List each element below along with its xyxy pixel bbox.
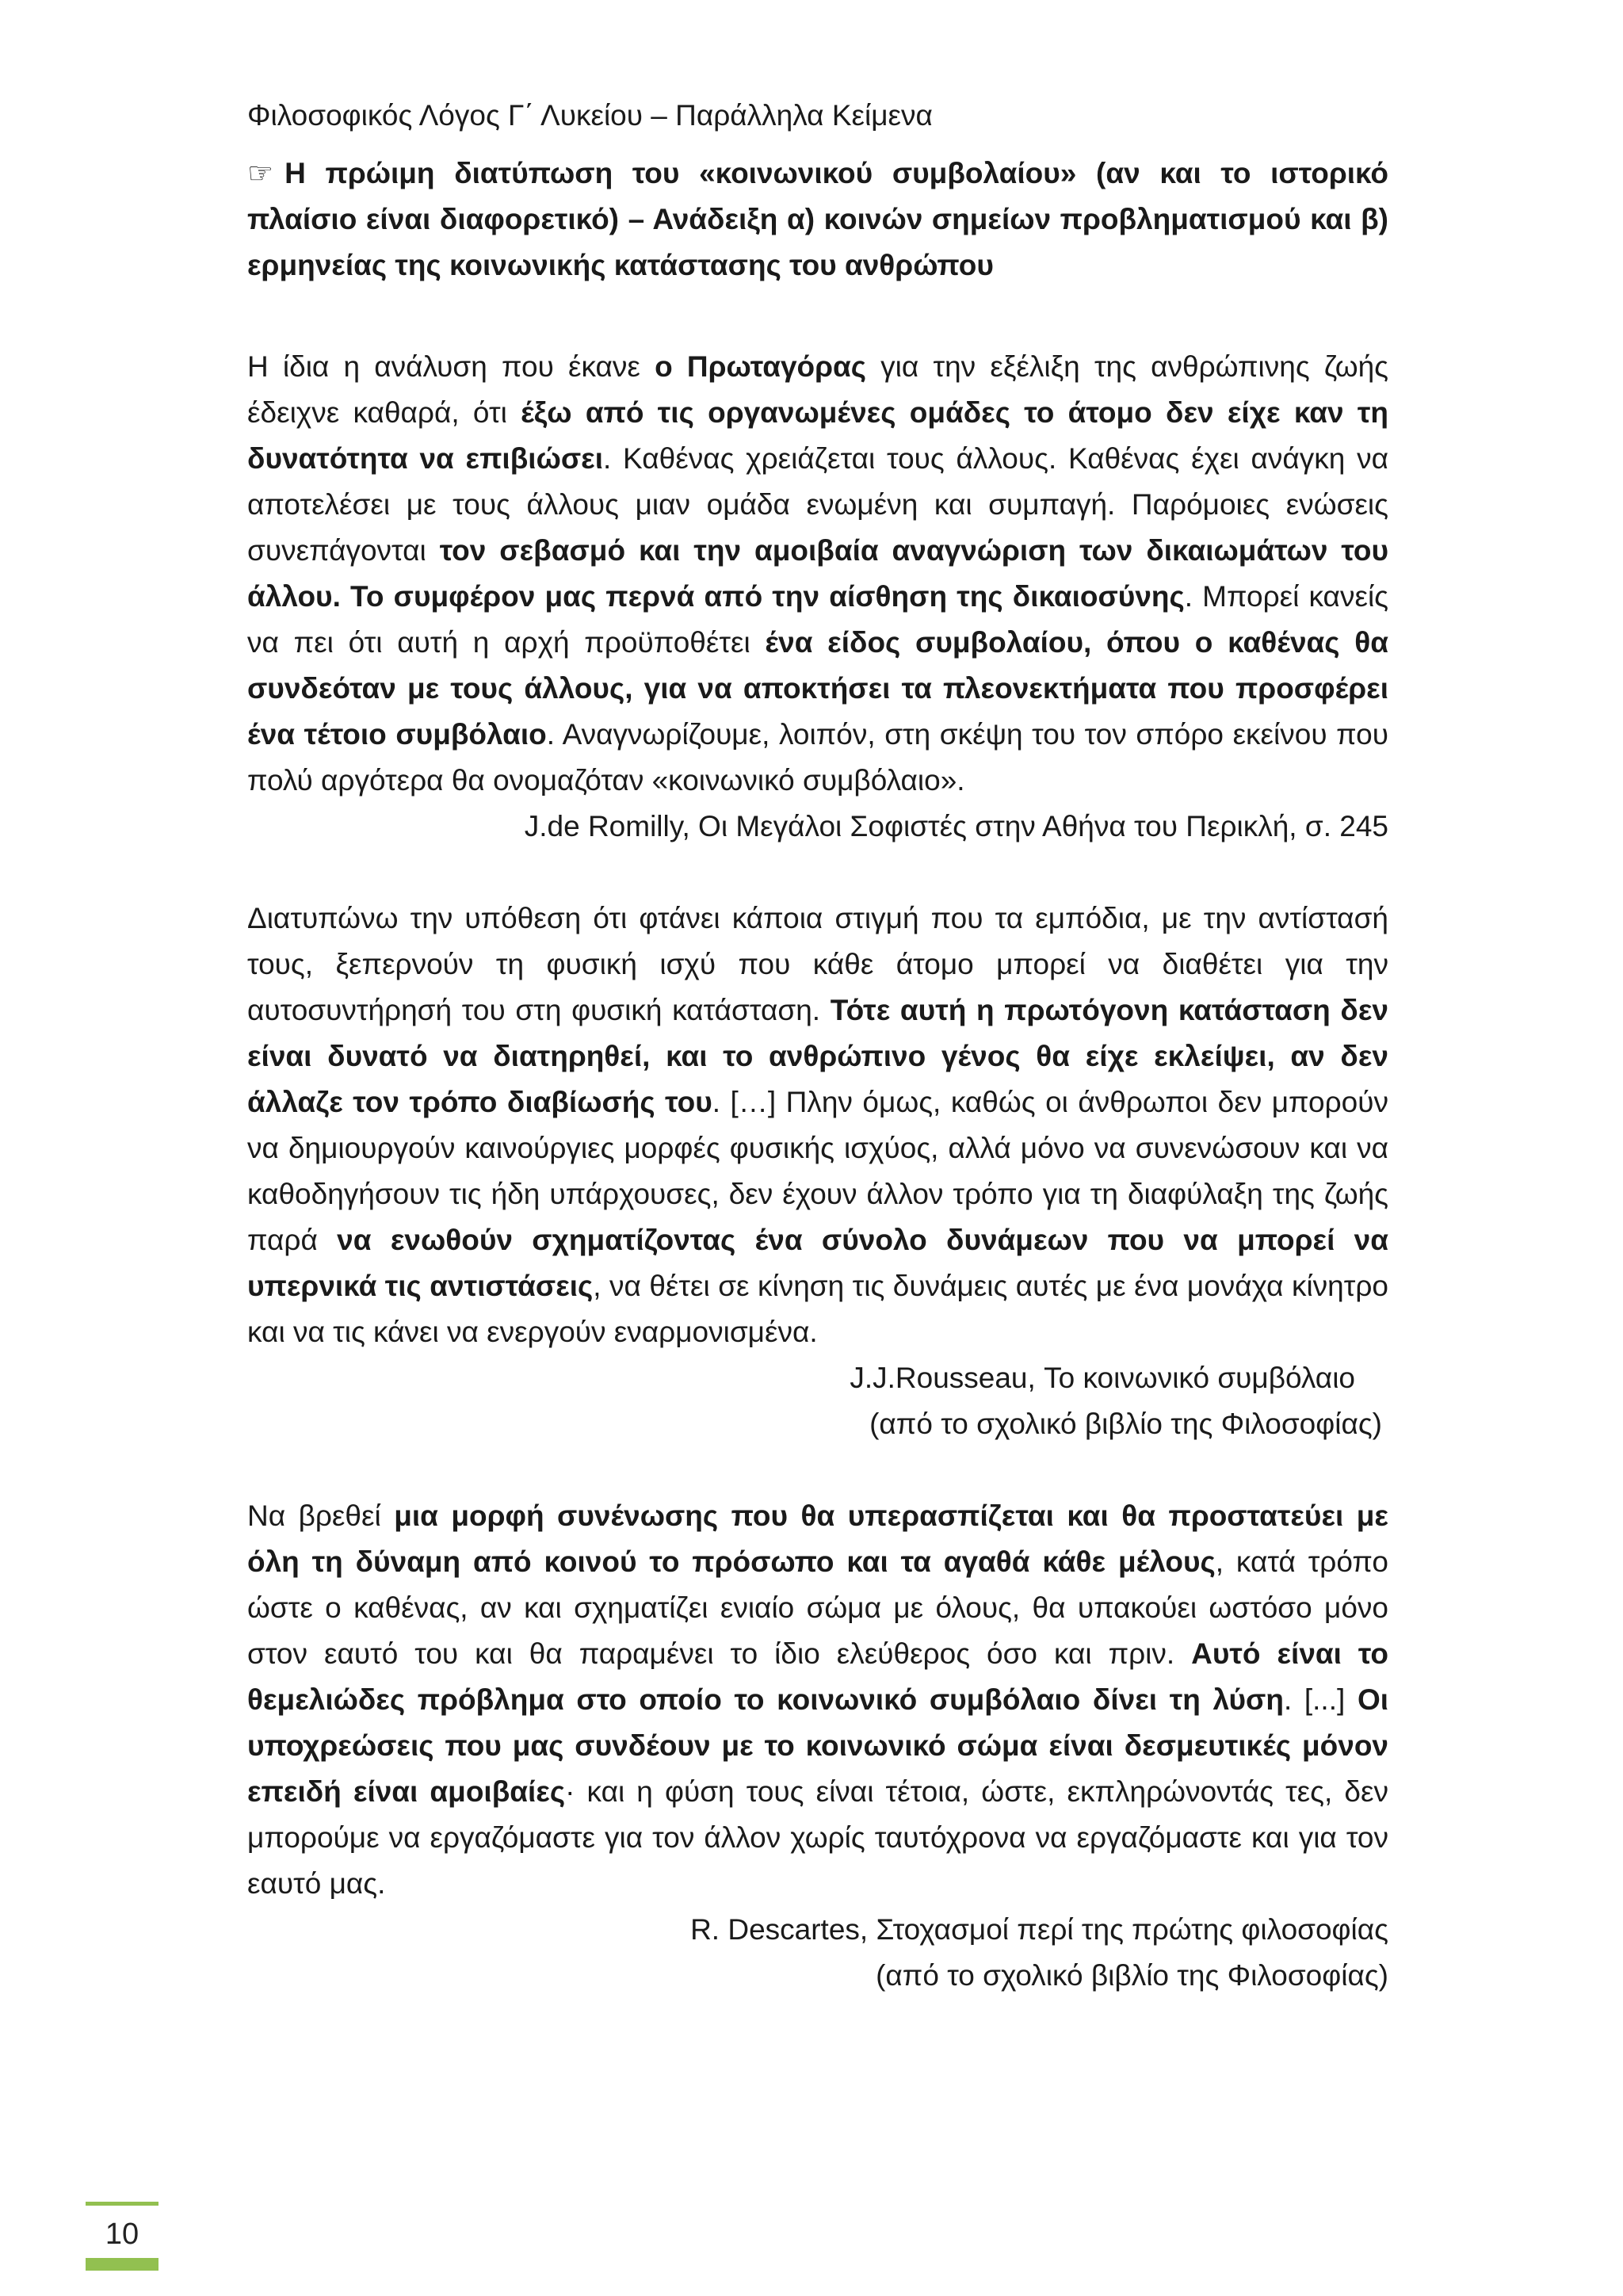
pointing-hand-icon: ☞ bbox=[247, 157, 274, 189]
page-header: Φιλοσοφικός Λόγος Γ΄ Λυκείου – Παράλληλα Κείμενα bbox=[247, 99, 933, 132]
text-span: . Καθένας χρειάζεται τους άλλους. Καθένας έχει ανάγκη να αποτελέσει με τους άλλους μιαν ομάδα ενωμένη και συμπαγή. Παρόμοιες ενώσεις συνεπάγονται bbox=[247, 442, 1388, 567]
bold-span: Αυτό είναι το θεμελιώδες πρόβλημα στο οποίο το κοινωνικό συμβόλαιο δίνει τη λύση bbox=[247, 1637, 1388, 1716]
bold-span: μια μορφή συνένωσης που θα υπερασπίζεται και θα προστατεύει με όλη τη δύναμη από κοινού το πρόσωπο και τα αγαθά κάθε μέλους bbox=[247, 1499, 1388, 1578]
page-footer bbox=[86, 2202, 158, 2271]
text-span: Η ίδια η ανάλυση που έκανε bbox=[247, 350, 655, 383]
bold-span: τον σεβασμό και την αμοιβαία αναγνώριση των δικαιωμάτων του άλλου. Το συμφέρον μας περνά από την αίσθηση της δικαιοσύνης bbox=[247, 534, 1388, 613]
bold-span: Οι υποχρεώσεις που μας συνδέουν με το κοινωνικό σώμα είναι δεσμευτικές μόνον επειδή είναι αμοιβαίες bbox=[247, 1683, 1388, 1808]
document-page bbox=[247, 94, 1388, 1999]
section-title-text: Η πρώιμη διατύπωση του «κοινωνικού συμβολαίου» (αν και το ιστορικό πλαίσιο είναι διαφορετικό) – Ανάδειξη α) κοινών σημείων προβληματισμού και β) ερμηνείας της κοινωνικής κατάστασης του ανθρώπου bbox=[247, 157, 1388, 281]
text-span: . […] Πλην όμως, καθώς οι άνθρωποι δεν μπορούν να δημιουργούν καινούργιες μορφές φυσικής ισχύος, αλλά μόνο να συνενώσουν και να καθοδηγήσουν τις ήδη υπάρχουσες, δεν έχουν άλλον τρόπο για τη διαφύλαξη της ζωής παρά bbox=[247, 1086, 1388, 1256]
bold-span: έξω από τις οργανωμένες ομάδες το άτομο δεν είχε καν τη δυνατότητα να επιβιώσει bbox=[247, 396, 1388, 475]
bold-span: ο Πρωταγόρας bbox=[655, 350, 866, 383]
text-span: για την εξέλιξη της ανθρώπινης ζωής έδειχνε καθαρά, ότι bbox=[247, 350, 1388, 429]
passage-descartes bbox=[247, 1493, 1388, 1907]
text-span: . Αναγνωρίζουμε, λοιπόν, στη σκέψη του τον σπόρο εκείνου που πολύ αργότερα θα ονομαζόταν «κοινωνικό συμβόλαιο». bbox=[247, 718, 1388, 797]
section-title bbox=[247, 151, 1388, 288]
text-span: , να θέτει σε κίνηση τις δυνάμεις αυτές με ένα μονάχα κίνητρο και να τις κάνει να ενεργούν εναρμονισμένα. bbox=[247, 1270, 1388, 1348]
page-number: 10 bbox=[105, 2218, 139, 2251]
citation-descartes-source: (από το σχολικό βιβλίο της Φιλοσοφίας) bbox=[876, 1959, 1388, 1992]
text-span: Να βρεθεί bbox=[247, 1499, 395, 1532]
passage-rousseau bbox=[247, 896, 1388, 1355]
citation-rousseau-author: J.J.Rousseau, Το κοινωνικό συμβόλαιο bbox=[850, 1362, 1355, 1394]
text-span: Διατυπώνω την υπόθεση ότι φτάνει κάποια στιγμή που τα εμπόδια, με την αντίστασή τους, ξεπερνούν τη φυσική ισχύ που κάθε άτομο μπορεί να διαθέτει για την αυτοσυντήρησή του στη φυσική κατάσταση. bbox=[247, 902, 1388, 1026]
footer-accent-bar-bottom bbox=[86, 2258, 158, 2271]
bold-span: να ενωθούν σχηματίζοντας ένα σύνολο δυνάμεων που να μπορεί να υπερνικά τις αντιστάσεις bbox=[247, 1224, 1388, 1302]
bold-span: Τότε αυτή η πρωτόγονη κατάσταση δεν είναι δυνατό να διατηρηθεί, και το ανθρώπινο γένος θα είχε εκλείψει, αν δεν άλλαζε τον τρόπο διαβίωσής του bbox=[247, 994, 1388, 1118]
text-span: . Μπορεί κανείς να πει ότι αυτή η αρχή προϋποθέτει bbox=[247, 580, 1388, 659]
citation-romilly: J.de Romilly, Οι Μεγάλοι Σοφιστές στην Αθήνα του Περικλή, σ. 245 bbox=[524, 810, 1388, 842]
passage-romilly bbox=[247, 344, 1388, 804]
citation-descartes-author: R. Descartes, Στοχασμοί περί της πρώτης φιλοσοφίας bbox=[690, 1913, 1388, 1946]
bold-span: ένα είδος συμβολαίου, όπου ο καθένας θα συνδεόταν με τους άλλους, για να αποκτήσει τα πλεονεκτήματα που προσφέρει ένα τέτοιο συμβόλαιο bbox=[247, 626, 1388, 751]
text-span: · και η φύση τους είναι τέτοια, ώστε, εκπληρώνοντάς τες, δεν μπορούμε να εργαζόμαστε για τον άλλον χωρίς ταυτόχρονα να εργαζόμαστε και για τον εαυτό μας. bbox=[247, 1775, 1388, 1900]
text-span: , κατά τρόπο ώστε ο καθένας, αν και σχηματίζει ενιαίο σώμα με όλους, θα υπακούει ωστόσο μόνο στον εαυτό του και θα παραμένει το ίδιο ελεύθερος όσο και πριν. bbox=[247, 1545, 1388, 1670]
citation-rousseau-source: (από το σχολικό βιβλίο της Φιλοσοφίας) bbox=[869, 1408, 1382, 1440]
text-span: . [...] bbox=[1283, 1683, 1358, 1716]
footer-accent-bar-top bbox=[86, 2202, 158, 2206]
